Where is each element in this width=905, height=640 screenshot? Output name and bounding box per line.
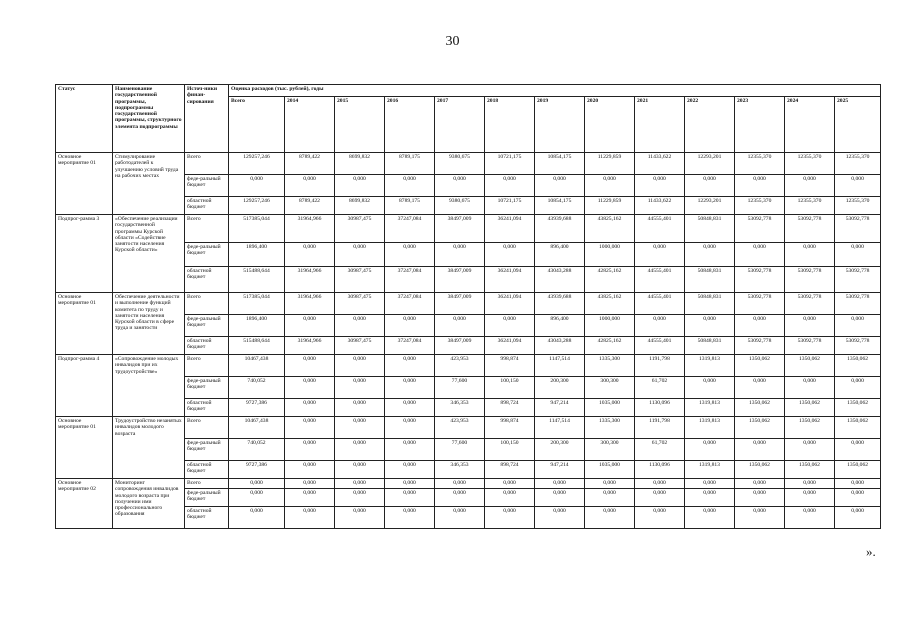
year-value-cell: 0,000	[385, 399, 435, 417]
year-value-cell: 0,000	[785, 479, 835, 489]
total-value-cell: 517385,044	[229, 293, 285, 315]
year-value-cell: 0,000	[835, 315, 881, 337]
year-value-cell: 0,000	[735, 175, 785, 197]
year-header: 2014	[285, 97, 335, 153]
year-value-cell: 346,353	[435, 461, 485, 479]
year-value-cell: 100,150	[485, 439, 535, 461]
source-cell: областной бюджет	[185, 461, 229, 479]
year-value-cell: 0,000	[435, 315, 485, 337]
year-header: 2015	[335, 97, 385, 153]
status-cell: Основное мероприятие 01	[56, 417, 113, 479]
year-value-cell: 53092,778	[785, 267, 835, 293]
year-value-cell: 0,000	[385, 377, 435, 399]
year-value-cell: 0,000	[685, 507, 735, 529]
year-value-cell: 0,000	[635, 489, 685, 507]
year-value-cell: 0,000	[385, 243, 435, 267]
total-value-cell: 0,000	[229, 479, 285, 489]
year-value-cell: 12355,370	[835, 197, 881, 215]
source-cell: областной бюджет	[185, 197, 229, 215]
status-cell: Основное мероприятие 01	[56, 153, 113, 215]
year-value-cell: 43825,162	[585, 215, 635, 243]
year-value-cell: 0,000	[535, 507, 585, 529]
status-cell: Подпрог-рамма 4	[56, 355, 113, 417]
year-value-cell: 30987,475	[335, 337, 385, 355]
year-value-cell: 0,000	[435, 175, 485, 197]
source-cell: Всего	[185, 293, 229, 315]
year-value-cell: 346,353	[435, 399, 485, 417]
year-value-cell: 1350,062	[785, 461, 835, 479]
year-value-cell: 0,000	[335, 175, 385, 197]
year-value-cell: 1350,062	[735, 399, 785, 417]
year-value-cell: 0,000	[285, 507, 335, 529]
year-value-cell: 0,000	[335, 439, 385, 461]
year-value-cell: 0,000	[835, 243, 881, 267]
year-value-cell: 53092,778	[735, 267, 785, 293]
year-header: 2022	[685, 97, 735, 153]
year-value-cell: 0,000	[785, 507, 835, 529]
total-value-cell: 740,052	[229, 439, 285, 461]
year-value-cell: 0,000	[635, 315, 685, 337]
year-value-cell: 200,300	[535, 377, 585, 399]
year-value-cell: 1350,062	[735, 355, 785, 377]
year-value-cell: 43825,162	[585, 293, 635, 315]
year-header: 2016	[385, 97, 435, 153]
source-cell: областной бюджет	[185, 337, 229, 355]
year-value-cell: 12293,201	[685, 197, 735, 215]
year-value-cell: 0,000	[385, 355, 435, 377]
year-value-cell: 37247,084	[385, 293, 435, 315]
year-value-cell: 0,000	[385, 439, 435, 461]
year-value-cell: 43043,288	[535, 337, 585, 355]
year-value-cell: 0,000	[385, 461, 435, 479]
year-value-cell: 0,000	[685, 489, 735, 507]
year-value-cell: 44555,401	[635, 337, 685, 355]
year-value-cell: 0,000	[735, 489, 785, 507]
year-value-cell: 37247,084	[385, 267, 435, 293]
program-name-cell: Трудоустройство незанятых инвалидов молодого возраста	[113, 417, 185, 479]
year-value-cell: 50848,831	[685, 293, 735, 315]
year-value-cell: 300,300	[585, 377, 635, 399]
year-value-cell: 44555,401	[635, 267, 685, 293]
year-value-cell: 10854,175	[535, 197, 585, 215]
year-value-cell: 0,000	[285, 377, 335, 399]
year-value-cell: 1191,798	[635, 417, 685, 439]
year-value-cell: 0,000	[685, 175, 735, 197]
total-value-cell: 1896,400	[229, 243, 285, 267]
year-value-cell: 0,000	[335, 479, 385, 489]
year-value-cell: 61,702	[635, 377, 685, 399]
year-value-cell: 12355,370	[785, 197, 835, 215]
year-value-cell: 50848,831	[685, 267, 735, 293]
year-value-cell: 300,300	[585, 439, 635, 461]
year-value-cell: 53092,778	[785, 337, 835, 355]
year-value-cell: 0,000	[735, 439, 785, 461]
year-value-cell: 31964,966	[285, 215, 335, 243]
year-header: 2021	[635, 97, 685, 153]
year-value-cell: 36241,094	[485, 267, 535, 293]
total-value-cell: 1896,400	[229, 315, 285, 337]
year-value-cell: 0,000	[785, 243, 835, 267]
year-value-cell: 31964,966	[285, 293, 335, 315]
year-value-cell: 11433,622	[635, 197, 685, 215]
year-value-cell: 1350,062	[785, 355, 835, 377]
table-row	[56, 293, 881, 315]
year-value-cell: 8789,422	[285, 153, 335, 175]
year-value-cell: 53092,778	[835, 293, 881, 315]
source-cell: Всего	[185, 417, 229, 439]
year-value-cell: 0,000	[285, 175, 335, 197]
year-value-cell: 0,000	[485, 175, 535, 197]
status-cell: Подпрог-рамма 3	[56, 215, 113, 293]
year-value-cell: 0,000	[485, 507, 535, 529]
year-value-cell: 0,000	[285, 399, 335, 417]
year-value-cell: 0,000	[785, 175, 835, 197]
year-value-cell: 36241,094	[485, 215, 535, 243]
year-value-cell: 0,000	[335, 399, 385, 417]
year-value-cell: 0,000	[785, 315, 835, 337]
year-value-cell: 10721,175	[485, 153, 535, 175]
year-value-cell: 0,000	[285, 243, 335, 267]
year-value-cell: 1350,062	[735, 461, 785, 479]
year-header: 2025	[835, 97, 881, 153]
year-value-cell: 0,000	[485, 243, 535, 267]
year-value-cell: 0,000	[685, 377, 735, 399]
table-row	[56, 417, 881, 439]
year-value-cell: 53092,778	[735, 293, 785, 315]
year-value-cell: 1335,300	[585, 355, 635, 377]
year-value-cell: 0,000	[785, 489, 835, 507]
year-value-cell: 8789,175	[385, 197, 435, 215]
year-header: 2017	[435, 97, 485, 153]
year-value-cell: 0,000	[685, 315, 735, 337]
year-value-cell: 1191,798	[635, 355, 685, 377]
source-cell: феде-ральный бюджет	[185, 243, 229, 267]
table-body	[56, 153, 881, 529]
year-value-cell: 8789,175	[385, 153, 435, 175]
table-row	[56, 355, 881, 377]
year-value-cell: 0,000	[785, 439, 835, 461]
source-cell: областной бюджет	[185, 267, 229, 293]
year-value-cell: 1335,300	[585, 417, 635, 439]
year-value-cell: 36241,094	[485, 337, 535, 355]
year-value-cell: 998,874	[485, 417, 535, 439]
year-value-cell: 30987,475	[335, 267, 385, 293]
year-value-cell: 0,000	[285, 439, 335, 461]
year-value-cell: 0,000	[485, 489, 535, 507]
year-value-cell: 0,000	[385, 315, 435, 337]
year-value-cell: 0,000	[685, 439, 735, 461]
program-name-cell: «Сопровождение молодых инвалидов при их трудоустройстве»	[113, 355, 185, 417]
total-value-cell: 129257,246	[229, 197, 285, 215]
year-value-cell: 53092,778	[735, 337, 785, 355]
estimate-header: Оценка расходов (тыс. рублей), годы	[229, 85, 881, 97]
year-value-cell: 0,000	[685, 243, 735, 267]
year-value-cell: 1350,062	[785, 417, 835, 439]
year-value-cell: 0,000	[435, 489, 485, 507]
source-cell: феде-ральный бюджет	[185, 489, 229, 507]
year-value-cell: 0,000	[385, 489, 435, 507]
year-value-cell: 423,953	[435, 355, 485, 377]
source-cell: областной бюджет	[185, 507, 229, 529]
year-value-cell: 0,000	[735, 377, 785, 399]
year-value-cell: 0,000	[685, 479, 735, 489]
year-value-cell: 0,000	[335, 315, 385, 337]
year-header: 2020	[585, 97, 635, 153]
source-cell: Всего	[185, 479, 229, 489]
year-value-cell: 0,000	[385, 479, 435, 489]
year-value-cell: 0,000	[285, 315, 335, 337]
total-value-cell: 9727,386	[229, 461, 285, 479]
year-value-cell: 0,000	[385, 417, 435, 439]
year-value-cell: 0,000	[585, 507, 635, 529]
total-value-cell: 515488,644	[229, 267, 285, 293]
year-value-cell: 77,600	[435, 439, 485, 461]
year-value-cell: 53092,778	[835, 215, 881, 243]
year-value-cell: 1000,000	[585, 243, 635, 267]
year-value-cell: 53092,778	[785, 215, 835, 243]
year-value-cell: 947,214	[535, 461, 585, 479]
year-value-cell: 11433,622	[635, 153, 685, 175]
name-header: Наименование государственной программы, подпрограммы государственной программы, структурного элемента подпрограммы	[113, 85, 185, 153]
year-value-cell: 1319,813	[685, 461, 735, 479]
year-value-cell: 36241,094	[485, 293, 535, 315]
year-value-cell: 100,150	[485, 377, 535, 399]
year-value-cell: 0,000	[435, 243, 485, 267]
status-header: Статус	[56, 85, 113, 153]
year-value-cell: 1350,062	[835, 399, 881, 417]
source-cell: феде-ральный бюджет	[185, 439, 229, 461]
year-value-cell: 0,000	[535, 175, 585, 197]
year-value-cell: 1350,062	[785, 399, 835, 417]
year-value-cell: 947,214	[535, 399, 585, 417]
year-value-cell: 898,724	[485, 399, 535, 417]
year-value-cell: 53092,778	[835, 267, 881, 293]
year-value-cell: 31964,966	[285, 337, 335, 355]
year-value-cell: 0,000	[335, 507, 385, 529]
total-value-cell: 515488,644	[229, 337, 285, 355]
year-value-cell: 37247,084	[385, 337, 435, 355]
program-name-cell: «Обеспечение реализации государственной программы Курской области «Содействие занятости населения Курской области»	[113, 215, 185, 293]
year-value-cell: 1350,062	[735, 417, 785, 439]
year-value-cell: 38497,009	[435, 215, 485, 243]
end-mark: ».	[866, 544, 876, 559]
year-value-cell: 0,000	[285, 355, 335, 377]
year-value-cell: 10854,175	[535, 153, 585, 175]
year-value-cell: 0,000	[835, 439, 881, 461]
year-value-cell: 53092,778	[835, 337, 881, 355]
year-value-cell: 50848,831	[685, 215, 735, 243]
budget-table	[55, 84, 881, 529]
year-value-cell: 0,000	[485, 479, 535, 489]
year-value-cell: 0,000	[485, 315, 535, 337]
total-value-cell: 0,000	[229, 175, 285, 197]
year-value-cell: 8699,832	[335, 197, 385, 215]
year-value-cell: 0,000	[635, 507, 685, 529]
year-value-cell: 42825,162	[585, 337, 635, 355]
year-value-cell: 12355,370	[785, 153, 835, 175]
year-value-cell: 43043,288	[535, 267, 585, 293]
year-value-cell: 8699,832	[335, 153, 385, 175]
year-value-cell: 11229,859	[585, 153, 635, 175]
year-value-cell: 1130,096	[635, 461, 685, 479]
total-value-cell: 0,000	[229, 507, 285, 529]
year-value-cell: 0,000	[635, 479, 685, 489]
year-value-cell: 898,724	[485, 461, 535, 479]
year-value-cell: 423,953	[435, 417, 485, 439]
year-value-cell: 0,000	[335, 377, 385, 399]
year-value-cell: 1000,000	[585, 315, 635, 337]
year-value-cell: 0,000	[635, 175, 685, 197]
table-header	[56, 85, 881, 153]
total-value-cell: 517385,044	[229, 215, 285, 243]
year-value-cell: 0,000	[335, 243, 385, 267]
source-cell: областной бюджет	[185, 399, 229, 417]
year-value-cell: 0,000	[735, 479, 785, 489]
year-value-cell: 0,000	[585, 489, 635, 507]
year-value-cell: 1350,062	[835, 461, 881, 479]
source-cell: Всего	[185, 215, 229, 243]
year-header: 2023	[735, 97, 785, 153]
year-value-cell: 0,000	[735, 315, 785, 337]
year-value-cell: 31964,966	[285, 267, 335, 293]
year-value-cell: 10721,175	[485, 197, 535, 215]
year-value-cell: 0,000	[285, 461, 335, 479]
source-cell: феде-ральный бюджет	[185, 377, 229, 399]
year-value-cell: 43939,688	[535, 215, 585, 243]
year-value-cell: 0,000	[335, 489, 385, 507]
year-value-cell: 896,400	[535, 243, 585, 267]
year-value-cell: 200,300	[535, 439, 585, 461]
year-value-cell: 30987,475	[335, 215, 385, 243]
year-header: 2024	[785, 97, 835, 153]
total-value-cell: 9727,386	[229, 399, 285, 417]
source-header: Источ-ники финан-сирования	[185, 85, 229, 153]
year-value-cell: 896,400	[535, 315, 585, 337]
year-value-cell: 61,702	[635, 439, 685, 461]
year-value-cell: 1035,000	[585, 399, 635, 417]
year-value-cell: 43939,688	[535, 293, 585, 315]
year-value-cell: 53092,778	[785, 293, 835, 315]
year-value-cell: 0,000	[735, 243, 785, 267]
year-value-cell: 0,000	[785, 377, 835, 399]
year-value-cell: 12355,370	[735, 197, 785, 215]
year-value-cell: 0,000	[635, 243, 685, 267]
year-value-cell: 0,000	[585, 479, 635, 489]
total-value-cell: 0,000	[229, 489, 285, 507]
table-row	[56, 153, 881, 175]
page-number: 30	[445, 34, 460, 49]
year-value-cell: 50848,831	[685, 337, 735, 355]
source-cell: Всего	[185, 153, 229, 175]
year-header: 2018	[485, 97, 535, 153]
table-row	[56, 479, 881, 489]
year-value-cell: 12355,370	[835, 153, 881, 175]
year-value-cell: 9380,675	[435, 153, 485, 175]
year-value-cell: 998,874	[485, 355, 535, 377]
status-cell: Основное мероприятие 02	[56, 479, 113, 529]
year-value-cell: 77,600	[435, 377, 485, 399]
year-value-cell: 53092,778	[735, 215, 785, 243]
year-value-cell: 37247,084	[385, 215, 435, 243]
year-value-cell: 8789,422	[285, 197, 335, 215]
year-value-cell: 42825,162	[585, 267, 635, 293]
year-value-cell: 0,000	[285, 479, 335, 489]
year-value-cell: 1319,813	[685, 399, 735, 417]
status-cell: Основное мероприятие 01	[56, 293, 113, 355]
year-value-cell: 0,000	[735, 507, 785, 529]
year-value-cell: 0,000	[835, 175, 881, 197]
year-value-cell: 0,000	[835, 489, 881, 507]
year-value-cell: 0,000	[435, 479, 485, 489]
year-value-cell: 11229,859	[585, 197, 635, 215]
program-name-cell: Обеспечение деятельности и выполнение функций комитета по труду и занятости населения Курской области в сфере труда и занятости	[113, 293, 185, 355]
program-name-cell: Мониторинг сопровождения инвалидов молодого возраста при получении ими профессионального образования	[113, 479, 185, 529]
year-value-cell: 1147,514	[535, 355, 585, 377]
source-cell: Всего	[185, 355, 229, 377]
source-cell: феде-ральный бюджет	[185, 315, 229, 337]
year-value-cell: 44555,401	[635, 215, 685, 243]
year-value-cell: 0,000	[535, 479, 585, 489]
total-value-cell: 10467,438	[229, 417, 285, 439]
source-cell: феде-ральный бюджет	[185, 175, 229, 197]
year-value-cell: 12355,370	[735, 153, 785, 175]
year-value-cell: 0,000	[335, 355, 385, 377]
year-value-cell: 1319,813	[685, 355, 735, 377]
year-value-cell: 0,000	[335, 461, 385, 479]
program-name-cell: Стимулирование работодателей к улучшению условий труда на рабочих местах	[113, 153, 185, 215]
table-row	[56, 215, 881, 243]
year-value-cell: 0,000	[335, 417, 385, 439]
year-value-cell: 0,000	[285, 489, 335, 507]
total-value-cell: 129257,246	[229, 153, 285, 175]
year-value-cell: 1319,813	[685, 417, 735, 439]
year-value-cell: 0,000	[385, 175, 435, 197]
year-value-cell: 0,000	[835, 479, 881, 489]
year-header: 2019	[535, 97, 585, 153]
year-value-cell: 0,000	[585, 175, 635, 197]
year-value-cell: 0,000	[835, 377, 881, 399]
year-value-cell: 0,000	[385, 507, 435, 529]
year-value-cell: 9380,675	[435, 197, 485, 215]
year-value-cell: 38497,009	[435, 293, 485, 315]
year-value-cell: 0,000	[285, 417, 335, 439]
total-value-cell: 10467,438	[229, 355, 285, 377]
year-value-cell: 1035,000	[585, 461, 635, 479]
year-value-cell: 0,000	[835, 507, 881, 529]
year-value-cell: 38497,009	[435, 337, 485, 355]
year-value-cell: 0,000	[535, 489, 585, 507]
year-value-cell: 1147,514	[535, 417, 585, 439]
year-value-cell: 44555,401	[635, 293, 685, 315]
year-value-cell: 1350,062	[835, 355, 881, 377]
total-value-cell: 740,052	[229, 377, 285, 399]
year-value-cell: 30987,475	[335, 293, 385, 315]
year-value-cell: 38497,009	[435, 267, 485, 293]
total-header: Всего	[229, 97, 285, 153]
year-value-cell: 12293,201	[685, 153, 735, 175]
year-value-cell: 0,000	[435, 507, 485, 529]
year-value-cell: 1130,096	[635, 399, 685, 417]
year-value-cell: 1350,062	[835, 417, 881, 439]
